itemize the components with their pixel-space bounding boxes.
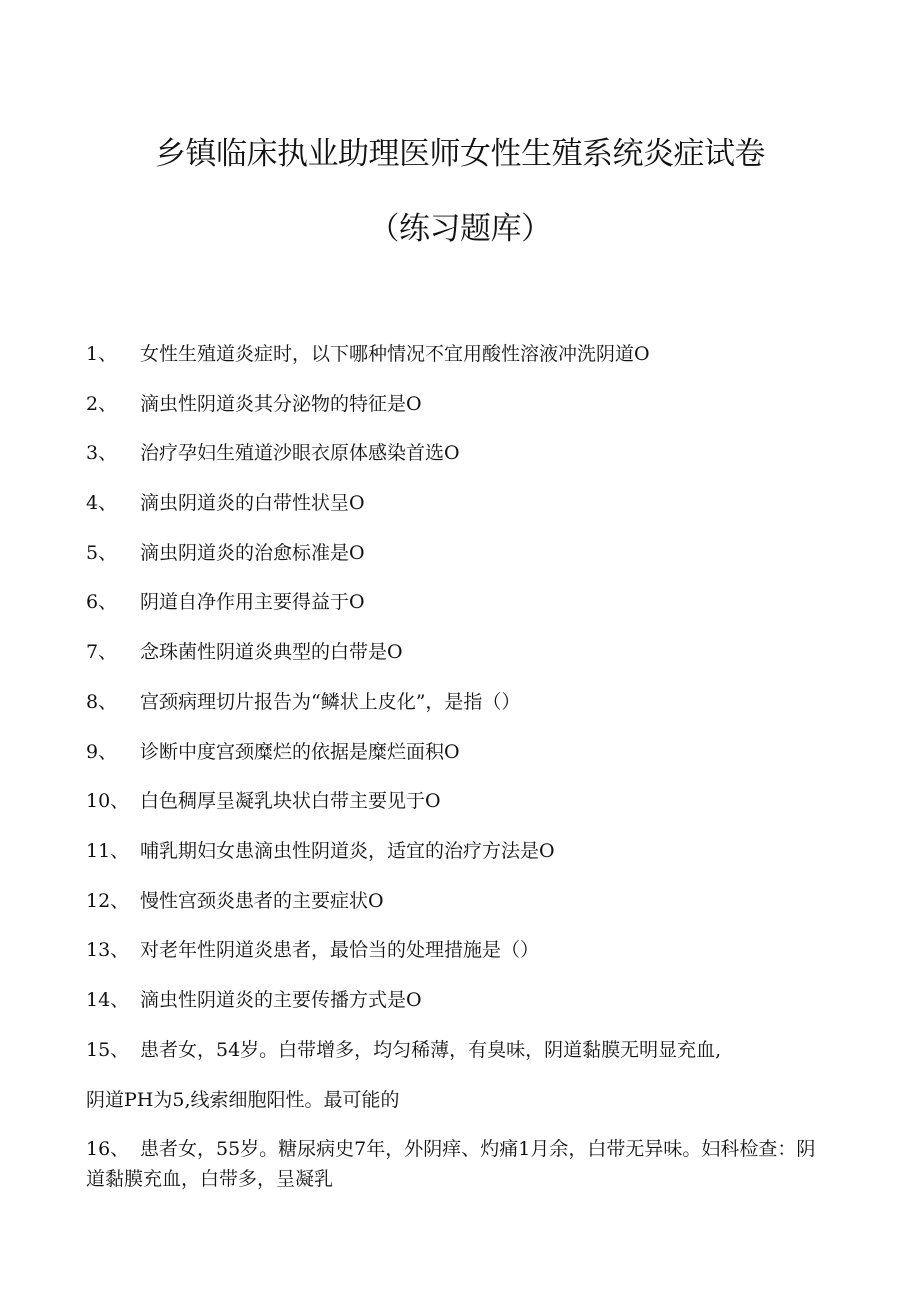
question-item [86, 588, 826, 638]
question-text: 滴虫性阴道炎的主要传播方式是O [140, 988, 422, 1011]
question-number: 11、 [86, 839, 130, 862]
question-number: 3、 [86, 442, 118, 465]
question-number: 14、 [86, 988, 130, 1011]
question-item [86, 539, 826, 589]
question-text-line2: 阴道PH为5,线索细胞阳性。最可能的 [86, 1089, 400, 1111]
question-text-line1: 患者女，54岁。白带增多，均匀稀薄，有臭味，阴道黏膜无明显充血, [140, 1039, 722, 1061]
question-item [86, 489, 826, 539]
question-item [86, 986, 826, 1036]
question-item [86, 439, 826, 489]
question-number: 8、 [86, 690, 118, 713]
question-number: 1、 [86, 343, 118, 365]
question-number: 9、 [86, 740, 118, 763]
question-number: 13、 [86, 939, 130, 962]
question-number: 15、 [86, 1039, 130, 1061]
question-text: 宫颈病理切片报告为“鳞状上皮化”，是指（） [140, 690, 521, 713]
question-item [86, 390, 826, 440]
question-item-16 [86, 1134, 826, 1194]
question-text: 滴虫性阴道炎其分泌物的特征是O [140, 392, 422, 415]
question-number: 7、 [86, 641, 118, 664]
question-item [86, 787, 826, 837]
question-item [86, 936, 826, 986]
document-title: 乡镇临床执业助理医师女性生殖系统炎症试卷 [155, 136, 765, 172]
question-item-15 [86, 1036, 826, 1114]
question-item [86, 887, 826, 937]
question-number: 12、 [86, 889, 130, 912]
question-item [86, 688, 826, 738]
question-text: 阴道自净作用主要得益于O [140, 591, 365, 614]
question-number: 4、 [86, 492, 118, 515]
question-text: 对老年性阴道炎患者，最恰当的处理措施是（） [140, 939, 540, 962]
question-text: 白色稠厚呈凝乳块状白带主要见于O [140, 790, 441, 813]
question-number: 16、 [86, 1138, 130, 1160]
question-item [86, 638, 826, 688]
question-text: 治疗孕妇生殖道沙眼衣原体感染首选O [140, 442, 460, 465]
question-text: 慢性宫颈炎患者的主要症状O [140, 889, 384, 912]
question-number: 6、 [86, 591, 118, 614]
question-number: 5、 [86, 541, 118, 564]
question-text: 滴虫阴道炎的白带性状呈O [140, 492, 365, 515]
question-text: 患者女，55岁。糖尿病史7年，外阴痒、灼痛1月余，白带无异味。妇科检查：阴道黏膜充血，白带多，呈凝乳 [86, 1138, 816, 1190]
question-item [86, 837, 826, 887]
question-item [86, 340, 826, 390]
question-text: 诊断中度宫颈糜烂的依据是糜烂面积O [140, 740, 460, 763]
question-text: 女性生殖道炎症时，以下哪种情况不宜用酸性溶液冲洗阴道O [140, 343, 650, 365]
question-item [86, 738, 826, 788]
question-text: 滴虫阴道炎的治愈标准是O [140, 541, 365, 564]
question-text: 念珠菌性阴道炎典型的白带是O [140, 641, 403, 664]
question-text: 哺乳期妇女患滴虫性阴道炎，适宜的治疗方法是O [140, 839, 555, 862]
question-number: 2、 [86, 392, 118, 415]
document-subtitle: （练习题库） [368, 211, 552, 247]
question-number: 10、 [86, 790, 130, 813]
question-list [86, 340, 826, 1036]
